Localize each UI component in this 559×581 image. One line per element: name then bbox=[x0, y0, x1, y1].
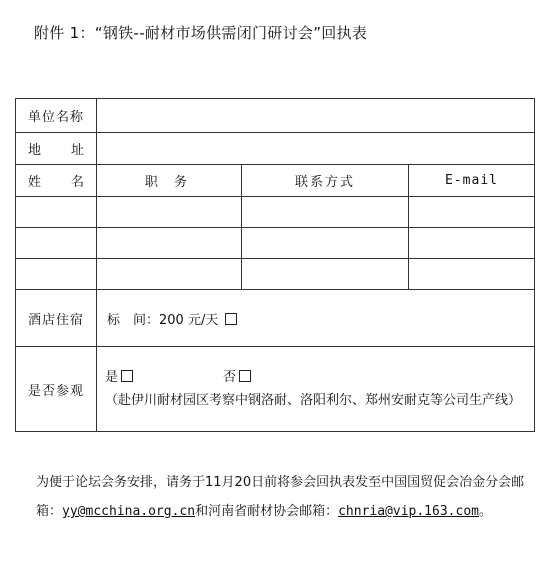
document-title: 附件 1：“钢铁--耐材市场供需闭门研讨会”回执表 bbox=[34, 24, 368, 42]
unit-row bbox=[16, 99, 535, 133]
email-header: E-mail bbox=[409, 165, 535, 197]
visit-yes-label: 是 bbox=[105, 370, 119, 385]
visit-description: （赴伊川耐材园区考察中钢洛耐、洛阳利尔、郑州安耐克等公司生产线） bbox=[105, 393, 522, 408]
attendee-position-cell[interactable] bbox=[97, 259, 242, 290]
name-header bbox=[16, 165, 97, 197]
hotel-row bbox=[16, 290, 535, 347]
address-field[interactable] bbox=[97, 133, 535, 165]
contact-header: 联系方式 bbox=[242, 165, 409, 197]
attendee-position-cell[interactable] bbox=[97, 197, 242, 228]
submission-note bbox=[36, 468, 530, 526]
hotel-checkbox[interactable] bbox=[225, 313, 237, 325]
email-link-chnria[interactable]: chnria@vip.163.com bbox=[338, 504, 479, 519]
unit-name-label: 单位名称 bbox=[16, 99, 97, 133]
visit-no-label: 否 bbox=[223, 370, 237, 385]
visit-option-cell bbox=[97, 347, 535, 432]
attendee-contact-cell[interactable] bbox=[242, 259, 409, 290]
attendee-row bbox=[16, 259, 535, 290]
attendee-contact-cell[interactable] bbox=[242, 197, 409, 228]
visit-label: 是否参观 bbox=[16, 347, 97, 432]
visit-row bbox=[16, 347, 535, 432]
note-text-end: 。 bbox=[478, 504, 492, 519]
attendee-name-cell[interactable] bbox=[16, 197, 97, 228]
note-text: 为便于论坛会务安排，请务于11月20日前将参会回执表发至中国国贸促会冶金分会邮箱： bbox=[36, 475, 525, 519]
visit-no-option[interactable] bbox=[223, 366, 251, 389]
address-label bbox=[16, 133, 97, 165]
unit-name-field[interactable] bbox=[97, 99, 535, 133]
note-text-middle: 和河南省耐材协会邮箱： bbox=[195, 504, 339, 519]
attendee-email-cell[interactable] bbox=[409, 259, 535, 290]
visit-yes-checkbox[interactable] bbox=[121, 370, 133, 382]
attendee-row bbox=[16, 228, 535, 259]
email-link-mcchina[interactable]: yy@mcchina.org.cn bbox=[62, 504, 196, 519]
address-row bbox=[16, 133, 535, 165]
attendee-contact-cell[interactable] bbox=[242, 228, 409, 259]
attendee-position-cell[interactable] bbox=[97, 228, 242, 259]
address-label-char-2: 址 bbox=[70, 143, 84, 158]
position-header: 职 务 bbox=[97, 165, 242, 197]
visit-no-checkbox[interactable] bbox=[239, 370, 251, 382]
name-header-char-2: 名 bbox=[70, 175, 84, 190]
hotel-option-cell bbox=[97, 290, 535, 347]
address-label-char-1: 地 bbox=[28, 143, 42, 158]
attendee-email-cell[interactable] bbox=[409, 228, 535, 259]
visit-yes-option[interactable] bbox=[105, 366, 133, 389]
attendee-row bbox=[16, 197, 535, 228]
header-row bbox=[16, 165, 535, 197]
attendee-name-cell[interactable] bbox=[16, 228, 97, 259]
hotel-standard-room-text: 标 间：200 元/天 bbox=[107, 312, 219, 328]
attendee-name-cell[interactable] bbox=[16, 259, 97, 290]
attendee-email-cell[interactable] bbox=[409, 197, 535, 228]
hotel-label: 酒店住宿 bbox=[16, 290, 97, 347]
reply-form-table bbox=[15, 98, 535, 432]
name-header-char-1: 姓 bbox=[28, 175, 42, 190]
